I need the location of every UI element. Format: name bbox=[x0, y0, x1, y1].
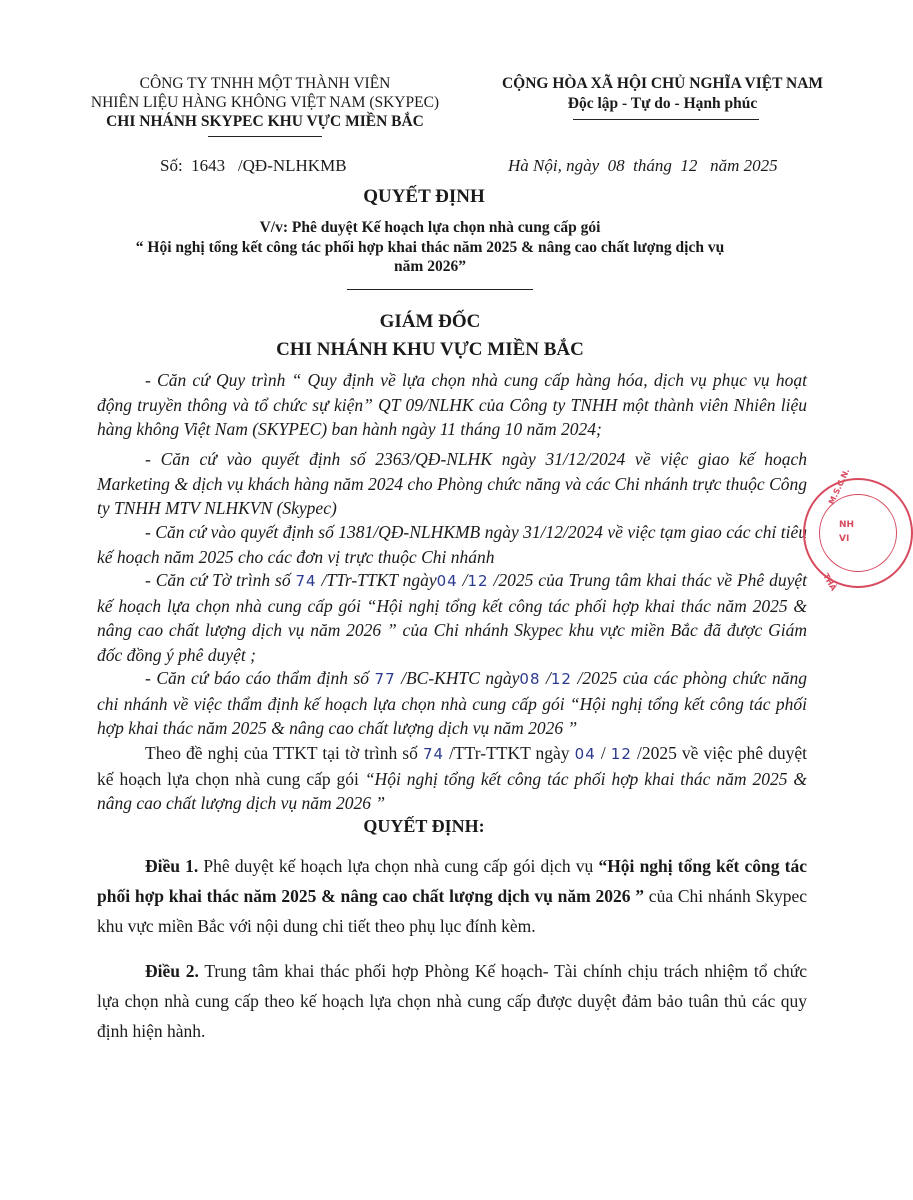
seal-inner-ring bbox=[819, 494, 897, 572]
doc-number: Số: 1643 /QĐ-NLHKMB bbox=[160, 156, 347, 175]
seal-text-1: M.S.C.N. bbox=[827, 467, 852, 506]
seal-text-4: THÀ bbox=[821, 572, 839, 593]
article-1-label: Điều 1. bbox=[145, 856, 199, 876]
nation-line-1: CỘNG HÒA XÃ HỘI CHỦ NGHĨA VIỆT NAM bbox=[501, 75, 824, 92]
doc-title: QUYẾT ĐỊNH bbox=[363, 186, 485, 207]
org-underline bbox=[208, 136, 322, 137]
proposal-package: “Hội nghị tổng kết công tác phối hợp khai thác năm 2025 & nâng cao chất lượng dịch vụ năm 2026 ” bbox=[97, 768, 807, 813]
handwritten-number: 77 bbox=[374, 670, 396, 688]
proposal-text-c: / bbox=[595, 743, 611, 763]
article-1-text-a: Phê duyệt kế hoạch lựa chọn nhà cung cấp gói dịch vụ bbox=[198, 856, 599, 876]
handwritten-day: 04 bbox=[436, 572, 458, 590]
article-2-label: Điều 2. bbox=[145, 961, 199, 981]
handwritten-month: 12 bbox=[550, 670, 572, 688]
basis-4-text-b: /TTr-TTKT ngày bbox=[316, 570, 437, 590]
org-line-1: CÔNG TY TNHH MỘT THÀNH VIÊN bbox=[139, 75, 391, 92]
article-1 bbox=[97, 851, 807, 941]
handwritten-number: 74 bbox=[295, 572, 317, 590]
authority-block bbox=[90, 308, 770, 364]
subject-line-1: V/v: Phê duyệt Kế hoạch lựa chọn nhà cung cấp gói bbox=[259, 219, 601, 236]
proposal-text-b: /TTr-TTKT ngày bbox=[444, 743, 575, 763]
basis-5-text-a: - Căn cứ báo cáo thẩm định số bbox=[145, 668, 375, 688]
subject-line-3: năm 2026” bbox=[394, 258, 466, 275]
decision-heading: QUYẾT ĐỊNH: bbox=[363, 816, 485, 836]
authority-line-1: GIÁM ĐỐC bbox=[379, 311, 481, 332]
authority-line-2: CHI NHÁNH KHU VỰC MIỀN BẮC bbox=[276, 339, 584, 360]
nation-block bbox=[490, 74, 835, 114]
proposal-text-d: /2025 về việc phê duyệt kế hoạch lựa chọn nhà cung cấp gói bbox=[97, 743, 807, 789]
subject-underline bbox=[347, 289, 533, 290]
basis-5-text-d: /2025 của các phòng chức năng chi nhánh về việc thẩm định kế hoạch lựa chọn nhà cung cấp gói “Hội nghị tổng kết công tác phối hợp khai thác năm 2025 & nâng cao chất lượng dịch vụ năm 2026 ” bbox=[97, 668, 807, 738]
handwritten-day: 04 bbox=[574, 745, 596, 763]
seal-text-3: VI bbox=[839, 534, 850, 544]
basis-5 bbox=[97, 666, 807, 741]
basis-4 bbox=[97, 568, 807, 667]
handwritten-month: 12 bbox=[467, 572, 489, 590]
basis-2: - Căn cứ vào quyết định số 2363/QĐ-NLHK ngày 31/12/2024 về việc giao kế hoạch Marketing & dịch vụ khách hàng năm 2024 cho Phòng chức năng và các Chi nhánh trực thuộc Công ty TNHH MTV NLHKVN (Skypec) bbox=[97, 449, 807, 518]
basis-1: - Căn cứ Quy trình “ Quy định về lựa chọn nhà cung cấp hàng hóa, dịch vụ phục vụ hoạt động truyền thông và tổ chức sự kiện” QT 09/NLHK của Công ty TNHH một thành viên Nhiên liệu hàng không Việt Nam (SKYPEC) ban hành ngày 11 tháng 10 năm 2024; bbox=[97, 370, 807, 439]
handwritten-month: 12 bbox=[610, 745, 632, 763]
org-line-3: CHI NHÁNH SKYPEC KHU VỰC MIỀN BẮC bbox=[106, 113, 424, 130]
place-date: Hà Nội, ngày 08 tháng 12 năm 2025 bbox=[508, 156, 778, 175]
article-1-package: “Hội nghị tổng kết công tác phối hợp khai thác năm 2025 & nâng cao chất lượng dịch vụ năm 2026 ” bbox=[97, 856, 807, 906]
basis-4-text-a: - Căn cứ Tờ trình số bbox=[145, 570, 296, 590]
article-2-text: Trung tâm khai thác phối hợp Phòng Kế hoạch- Tài chính chịu trách nhiệm tổ chức lựa chọn nhà cung cấp theo kế hoạch lựa chọn nhà cung cấp được duyệt đảm bảo tuân thủ các quy định hiện hành. bbox=[97, 961, 807, 1041]
basis-3: - Căn cứ vào quyết định số 1381/QĐ-NLHKMB ngày 31/12/2024 về việc tạm giao các chỉ tiêu kế hoạch năm 2025 cho các đơn vị trực thuộc Chi nhánh bbox=[97, 522, 807, 567]
article-1-text-b: của Chi nhánh Skypec khu vực miền Bắc với nội dung chi tiết theo phụ lục đính kèm. bbox=[97, 886, 808, 936]
handwritten-day: 08 bbox=[519, 670, 541, 688]
basis-4-text-c: / bbox=[457, 570, 468, 590]
handwritten-number: 74 bbox=[422, 745, 445, 763]
article-2 bbox=[97, 956, 807, 1046]
nation-underline bbox=[573, 119, 759, 120]
basis-4-text-d: /2025 của Trung tâm khai thác về Phê duyệt kế hoạch lựa chọn nhà cung cấp gói “Hội nghị tổng kết công tác phối hợp khai thác năm 2025 & nâng cao chất lượng dịch vụ năm 2026 ” của Chi nhánh Skypec khu vực miền Bắc đã được Giám đốc đồng ý phê duyệt ; bbox=[97, 570, 807, 665]
official-seal bbox=[803, 467, 913, 593]
proposal bbox=[97, 741, 807, 816]
nation-line-2: Độc lập - Tự do - Hạnh phúc bbox=[567, 95, 758, 112]
subject-block bbox=[90, 218, 770, 277]
org-line-2: NHIÊN LIỆU HÀNG KHÔNG VIỆT NAM (SKYPEC) bbox=[90, 94, 440, 111]
basis-5-text-c: / bbox=[540, 668, 551, 688]
seal-text-2: NH bbox=[839, 520, 855, 530]
org-block bbox=[70, 74, 460, 131]
subject-line-2: “ Hội nghị tổng kết công tác phối hợp khai thác năm 2025 & nâng cao chất lượng dịch vụ bbox=[135, 238, 725, 256]
basis-5-text-b: /BC-KHTC ngày bbox=[395, 668, 520, 688]
proposal-text-a: Theo đề nghị của TTKT tại tờ trình số bbox=[145, 743, 423, 763]
